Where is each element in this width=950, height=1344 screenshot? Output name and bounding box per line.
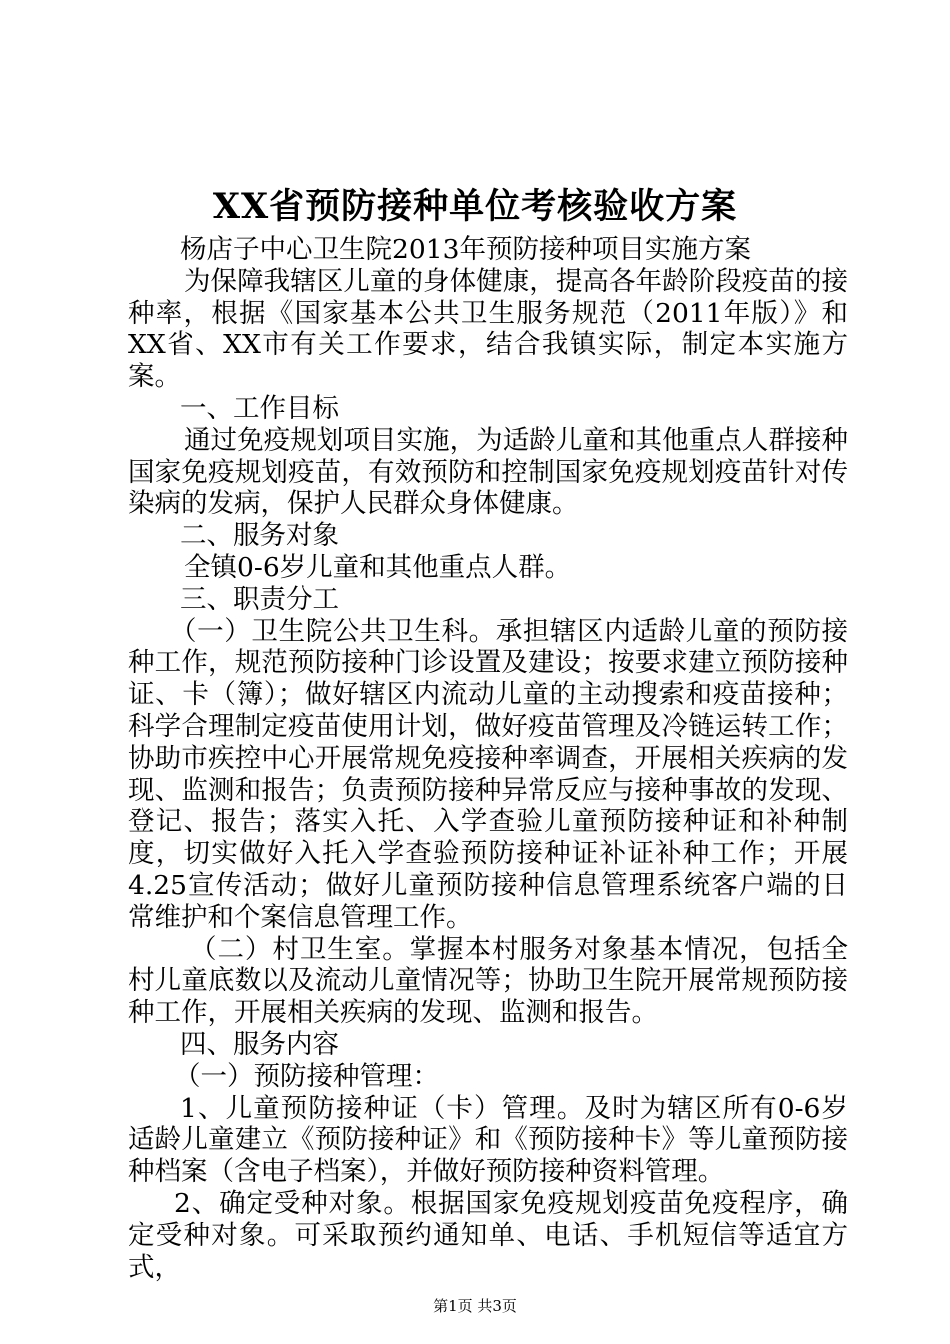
subtitle-paragraph: 杨店子中心卫生院2013年预防接种项目实施方案 [180, 234, 751, 265]
section-heading-1: 一、工作目标 [180, 392, 339, 424]
duty-paragraph-1: （一）卫生院公共卫生科。承担辖区内适龄儿童的预防接种工作，规范预防接种门诊设置及建设；按要求建立预防接种证、卡（簿）；做好辖区内流动儿童的主动搜索和疫苗接种；科学合理制定疫苗使用计划，做好疫苗管理及冷链运转工作；协助市疾控中心开展常规免疫接种率调查，开展相关疾病的发现、监测和报告；负责预防接种异常反应与接种事故的发现、登记、报告；落实入托、入学查验儿童预防接种证和补种制度，切实做好入托入学查验预防接种证补证补种工作；开展4.25宣传活动；做好儿童预防接种信息管理系统客户端的日常维护和个案信息管理工作。 [128, 615, 848, 933]
document-body [128, 234, 848, 1283]
subsection-heading-1: （一）预防接种管理： [174, 1060, 439, 1092]
duty-paragraph-2: （二）村卫生室。掌握本村服务对象基本情况，包括全村儿童底数以及流动儿童情况等；协助卫生院开展常规预防接种工作，开展相关疾病的发现、监测和报告。 [128, 933, 848, 1029]
section-heading-2: 二、服务对象 [180, 520, 339, 552]
content-paragraph-1: 1、儿童预防接种证（卡）管理。及时为辖区所有0-6岁适龄儿童建立《预防接种证》和《预防接种卡》等儿童预防接种档案（含电子档案），并做好预防接种资料管理。 [128, 1092, 848, 1188]
target-paragraph: 全镇0-6岁儿童和其他重点人群。 [184, 551, 572, 583]
page-footer: 第1页 共3页 [433, 1297, 517, 1315]
goal-paragraph: 通过免疫规划项目实施，为适龄儿童和其他重点人群接种国家免疫规划疫苗，有效预防和控制国家免疫规划疫苗针对传染病的发病，保护人民群众身体健康。 [128, 424, 848, 520]
section-heading-4: 四、服务内容 [180, 1028, 339, 1060]
content-paragraph-2: 2、确定受种对象。根据国家免疫规划疫苗免疫程序，确定受种对象。可采取预约通知单、电话、手机短信等适宜方式， [128, 1187, 848, 1283]
intro-paragraph: 为保障我辖区儿童的身体健康，提高各年龄阶段疫苗的接种率，根据《国家基本公共卫生服务规范（2011年版）》和XX省、XX市有关工作要求，结合我镇实际，制定本实施方案。 [128, 265, 848, 393]
document-title: XX省预防接种单位考核验收方案 [212, 186, 738, 227]
section-heading-3: 三、职责分工 [180, 583, 339, 615]
